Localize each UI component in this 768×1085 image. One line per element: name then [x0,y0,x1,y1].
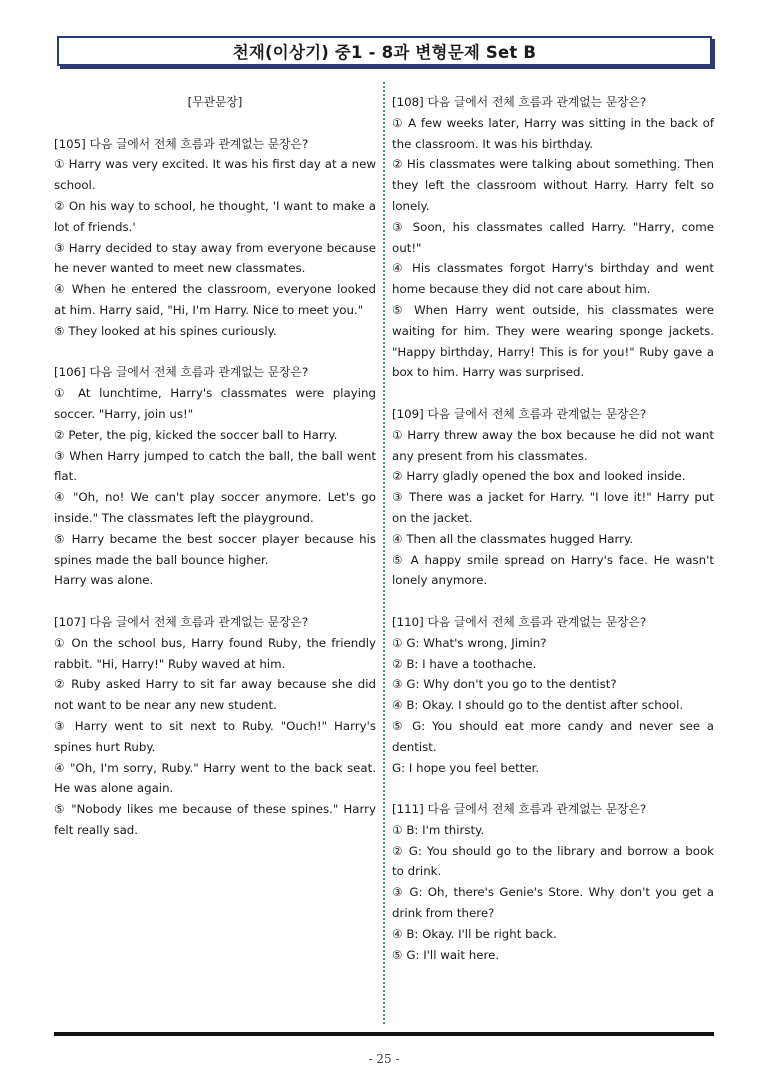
answer-option: ④ B: Okay. I'll be right back. [392,926,557,941]
answer-option: ① On the school bus, Harry found Ruby, the friendly rabbit. "Hi, Harry!" Ruby waved at him. [54,635,376,671]
question-block [392,92,714,383]
section-title: [무관문장] [187,95,243,109]
answer-option: ③ Harry went to sit next to Ruby. "Ouch!" Harry's spines hurt Ruby. [54,718,376,754]
answer-option: ③ G: Why don't you go to the dentist? [392,677,617,692]
answer-option: ③ G: Oh, there's Genie's Store. Why don't you get a drink from there? [392,885,714,921]
question-heading: [108] 다음 글에서 전체 흐름과 관계없는 문장은? [392,95,647,109]
question-heading: [107] 다음 글에서 전체 흐름과 관계없는 문장은? [54,614,309,629]
question-heading: [106] 다음 글에서 전체 흐름과 관계없는 문장은? [54,365,309,380]
answer-option: ③ Harry decided to stay away from everyone because he never wanted to meet new classmates. [54,240,376,276]
answer-option: ① Harry was very excited. It was his first day at a new school. [54,157,376,193]
answer-option: ② Harry gladly opened the box and looked inside. [392,469,686,484]
question-heading: [111] 다음 글에서 전체 흐름과 관계없는 문장은? [392,802,647,817]
answer-option: ④ When he entered the classroom, everyone looked at him. Harry said, "Hi, I'm Harry. Nice to meet you." [54,282,376,317]
answer-option: ④ His classmates forgot Harry's birthday and went home because they did not care about him. [392,261,714,297]
answer-option: ③ Soon, his classmates called Harry. "Harry, come out!" [392,219,714,255]
answer-option: ④ B: Okay. I should go to the dentist after school. [392,698,684,713]
answer-option: ⑤ Harry became the best soccer player because his spines made the ball bounce higher. [54,531,376,567]
column-divider [383,82,385,1024]
answer-option: ② On his way to school, he thought, 'I want to make a lot of friends.' [54,198,376,234]
footer-rule [54,1032,714,1036]
answer-option: ④ "Oh, I'm sorry, Ruby." Harry went to the back seat. He was alone again. [54,760,376,796]
trailing-sentence: G: I hope you feel better. [392,760,540,775]
answer-option: ① At lunchtime, Harry's classmates were playing soccer. "Harry, join us!" [54,386,376,421]
answer-option: ① B: I'm thirsty. [392,822,485,837]
answer-option: ⑤ G: You should eat more candy and never see a dentist. [392,718,714,754]
answer-option: ① A few weeks later, Harry was sitting in the back of the classroom. It was his birthday. [392,115,714,151]
worksheet-title: 천재(이상기) 중1 - 8과 변형문제 Set B [232,43,537,62]
answer-option: ② Ruby asked Harry to sit far away because she did not want to be near any new student. [54,677,376,713]
answer-option: ⑤ When Harry went outside, his classmates were waiting for him. They were wearing sponge jackets. "Happy birthday, Harry! This is for you!" Ruby gave a box to him. Harry was surprised. [392,302,714,380]
answer-option: ② G: You should go to the library and borrow a book to drink. [392,843,714,879]
question-heading: [105] 다음 글에서 전체 흐름과 관계없는 문장은? [54,136,309,151]
answer-option: ⑤ G: I'll wait here. [392,947,500,962]
answer-option: ② His classmates were talking about something. Then they left the classroom without Harry. Harry felt so lonely. [392,157,714,213]
answer-option: ⑤ "Nobody likes me because of these spines." Harry felt really sad. [54,802,376,837]
answer-option: ④ Then all the classmates hugged Harry. [392,531,633,546]
trailing-sentence: Harry was alone. [54,573,154,588]
answer-option: ② B: I have a toothache. [392,656,537,671]
right-column [392,92,714,986]
answer-option: ① Harry threw away the box because he did not want any present from his classmates. [392,427,714,463]
worksheet-title-box [57,36,712,66]
question-block [54,362,376,591]
answer-option: ⑤ A happy smile spread on Harry's face. He wasn't lonely anymore. [392,552,714,588]
question-block [392,799,714,965]
question-block [392,404,714,591]
answer-option: ⑤ They looked at his spines curiously. [54,323,277,338]
section-heading [54,92,376,113]
question-heading: [110] 다음 글에서 전체 흐름과 관계없는 문장은? [392,614,647,629]
answer-option: ① G: What's wrong, Jimin? [392,635,547,650]
question-block [54,134,376,342]
question-heading: [109] 다음 글에서 전체 흐름과 관계없는 문장은? [392,406,647,421]
answer-option: ③ When Harry jumped to catch the ball, the ball went flat. [54,448,376,484]
answer-option: ② Peter, the pig, kicked the soccer ball to Harry. [54,427,338,442]
question-block [54,612,376,841]
answer-option: ④ "Oh, no! We can't play soccer anymore. Let's go inside." The classmates left the playground. [54,490,376,525]
answer-option: ③ There was a jacket for Harry. "I love it!" Harry put on the jacket. [392,490,714,525]
left-column [54,92,376,861]
page-number: - 25 - [368,1052,400,1066]
question-block [392,612,714,778]
